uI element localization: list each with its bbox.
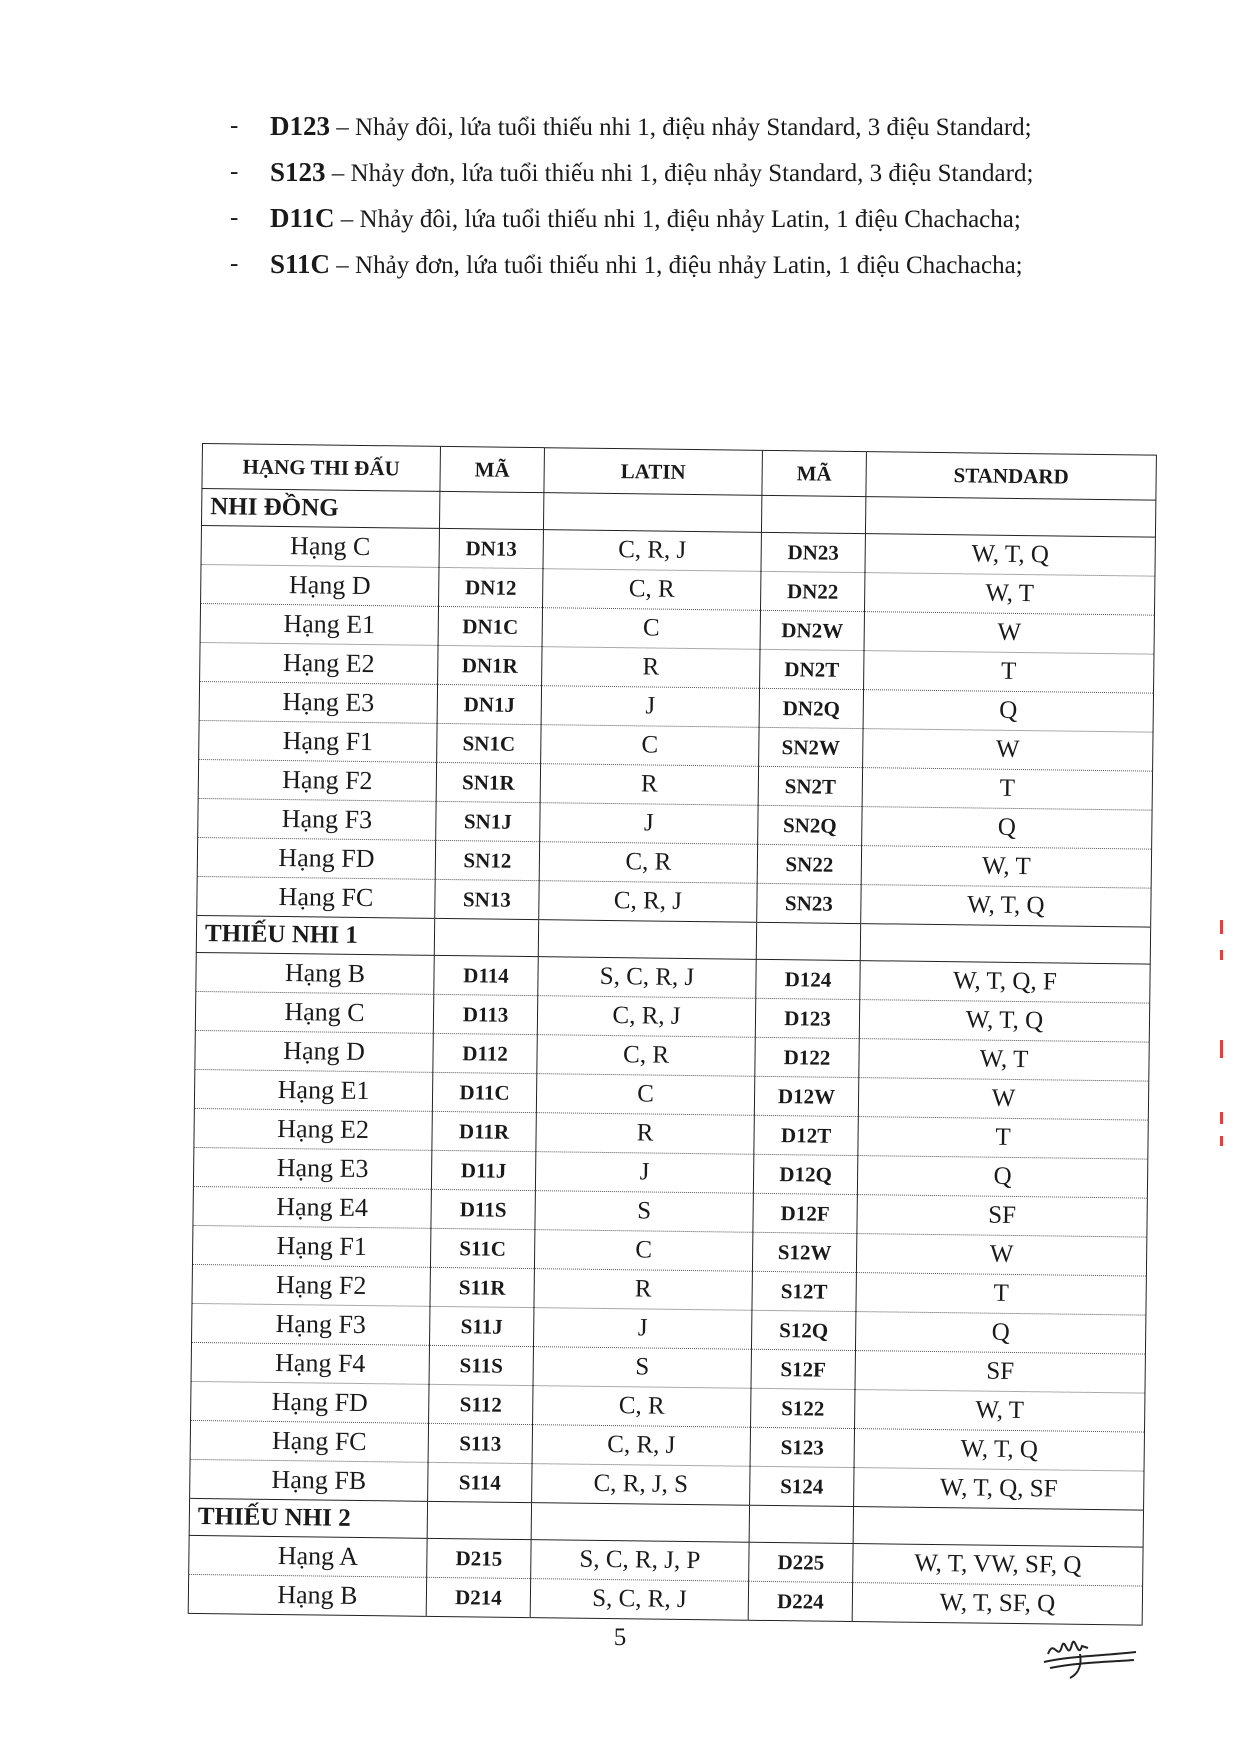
standard-dances-cell: W, T, VW, SF, Q: [853, 1544, 1143, 1587]
header-standard-code: MÃ: [762, 450, 867, 496]
standard-dances-cell: Q: [855, 1312, 1145, 1355]
standard-dances-cell: W: [856, 1234, 1146, 1277]
standard-dances-cell: W, T, Q: [861, 885, 1151, 928]
latin-code-cell: SN12: [435, 840, 539, 880]
empty-cell: [761, 495, 865, 533]
standard-code-cell: SN2W: [759, 727, 863, 767]
latin-dances-cell: C, R: [537, 1035, 755, 1077]
standard-code-cell: DN23: [761, 532, 865, 572]
latin-dances-cell: C, R: [533, 1386, 751, 1428]
latin-dances-cell: R: [540, 764, 758, 806]
latin-dances-cell: C: [536, 1074, 754, 1116]
header-latin-code: MÃ: [440, 446, 545, 492]
rank-cell: Hạng F2: [198, 759, 436, 801]
standard-code-cell: SN2Q: [758, 805, 862, 845]
standard-dances-cell: W, T, Q: [859, 1000, 1149, 1043]
rank-cell: Hạng F4: [191, 1342, 429, 1384]
latin-code-cell: S112: [429, 1384, 533, 1424]
standard-code-cell: DN2Q: [759, 688, 863, 728]
standard-code-cell: D12W: [754, 1076, 858, 1116]
standard-code-cell: D123: [755, 998, 859, 1038]
standard-dances-cell: Q: [862, 807, 1152, 850]
standard-dances-cell: W, T: [864, 573, 1154, 616]
latin-code-cell: S114: [428, 1462, 532, 1502]
empty-cell: [865, 497, 1155, 538]
latin-dances-cell: C, R: [539, 842, 757, 884]
standard-dances-cell: Q: [857, 1156, 1147, 1199]
latin-dances-cell: R: [536, 1113, 754, 1155]
rank-cell: Hạng B: [196, 952, 434, 994]
category-description: – Nhảy đơn, lứa tuổi thiếu nhi 1, điệu nhảy Standard, 3 điệu Standard;: [325, 160, 1034, 187]
header-latin: LATIN: [544, 448, 763, 496]
latin-code-cell: DN12: [439, 567, 543, 607]
rank-cell: Hạng B: [188, 1574, 426, 1616]
intro-item: [230, 246, 1140, 284]
standard-dances-cell: Q: [863, 690, 1153, 733]
rank-cell: Hạng F3: [198, 798, 436, 840]
rank-cell: Hạng FB: [190, 1459, 428, 1501]
rank-cell: Hạng F1: [199, 720, 437, 762]
latin-code-cell: DN13: [439, 528, 543, 568]
latin-code-cell: SN13: [435, 879, 539, 919]
standard-code-cell: SN23: [757, 883, 861, 923]
latin-dances-cell: J: [541, 686, 759, 728]
rank-cell: Hạng FC: [190, 1420, 428, 1462]
latin-code-cell: S11R: [430, 1267, 534, 1307]
intro-item: [230, 154, 1140, 192]
standard-code-cell: S123: [750, 1427, 854, 1467]
margin-mark: [1220, 1112, 1223, 1124]
latin-code-cell: D112: [433, 1033, 537, 1073]
latin-dances-cell: C, R: [543, 569, 761, 611]
category-code: S11C: [270, 249, 331, 279]
standard-code-cell: D12T: [754, 1115, 858, 1155]
standard-dances-cell: T: [858, 1117, 1148, 1160]
standard-code-cell: S12Q: [751, 1310, 855, 1350]
rank-cell: Hạng E3: [199, 681, 437, 723]
signature-mark: [1040, 1632, 1140, 1682]
rank-cell: Hạng C: [201, 525, 439, 567]
latin-code-cell: D11S: [431, 1189, 535, 1229]
standard-code-cell: DN22: [760, 571, 864, 611]
rank-cell: Hạng A: [189, 1535, 427, 1577]
page-number: 5: [613, 1624, 627, 1651]
standard-dances-cell: W: [863, 729, 1153, 772]
latin-dances-cell: C, R, J, S: [532, 1464, 750, 1506]
empty-cell: [427, 1501, 531, 1539]
latin-dances-cell: S, C, R, J, P: [531, 1540, 749, 1582]
latin-code-cell: SN1R: [436, 762, 540, 802]
latin-code-cell: D11R: [432, 1111, 536, 1151]
category-code: D11C: [270, 203, 335, 233]
standard-dances-cell: W: [858, 1078, 1148, 1121]
standard-dances-cell: T: [856, 1273, 1146, 1316]
category-description: – Nhảy đôi, lứa tuổi thiếu nhi 1, điệu nhảy Standard, 3 điệu Standard;: [330, 114, 1032, 141]
margin-mark: [1220, 1136, 1223, 1146]
standard-code-cell: D122: [755, 1037, 859, 1077]
table-body: [188, 489, 1156, 1626]
latin-dances-cell: J: [535, 1152, 753, 1194]
rank-cell: Hạng D: [201, 564, 439, 606]
latin-dances-cell: S, C, R, J: [530, 1579, 748, 1621]
latin-code-cell: S11S: [429, 1345, 533, 1385]
latin-dances-cell: S: [533, 1347, 751, 1389]
empty-cell: [853, 1507, 1143, 1548]
list-dash: -: [230, 112, 239, 139]
standard-dances-cell: W, T, Q: [854, 1429, 1144, 1472]
margin-mark: [1220, 1040, 1223, 1058]
standard-dances-cell: W, T, Q: [865, 534, 1155, 577]
latin-code-cell: SN1J: [436, 801, 540, 841]
latin-dances-cell: C, R, J: [537, 996, 755, 1038]
latin-dances-cell: C, R, J: [539, 881, 757, 923]
standard-dances-cell: W, T, Q, SF: [854, 1468, 1144, 1511]
header-rank: HẠNG THI ĐẤU: [202, 444, 441, 492]
empty-cell: [749, 1505, 853, 1543]
latin-code-cell: DN1C: [438, 606, 542, 646]
header-standard: STANDARD: [866, 452, 1157, 501]
latin-code-cell: S11J: [429, 1306, 533, 1346]
empty-cell: [439, 491, 543, 529]
latin-code-cell: S11C: [430, 1228, 534, 1268]
standard-code-cell: SN2T: [758, 766, 862, 806]
standard-code-cell: S124: [750, 1466, 854, 1506]
rank-cell: Hạng F3: [192, 1303, 430, 1345]
standard-code-cell: DN2T: [760, 649, 864, 689]
standard-code-cell: D124: [756, 959, 860, 999]
list-dash: -: [230, 204, 239, 231]
group-name: THIẾU NHI 2: [189, 1498, 427, 1538]
latin-dances-cell: S: [535, 1191, 753, 1233]
standard-code-cell: D12F: [753, 1193, 857, 1233]
rank-cell: Hạng FD: [197, 837, 435, 879]
rank-cell: Hạng F1: [192, 1225, 430, 1267]
standard-code-cell: S12W: [752, 1232, 856, 1272]
category-code: D123: [270, 111, 330, 141]
rank-cell: Hạng E4: [193, 1186, 431, 1228]
latin-dances-cell: R: [542, 647, 760, 689]
competition-table-wrapper: [188, 443, 1156, 1626]
empty-cell: [434, 918, 538, 956]
standard-dances-cell: W, T: [859, 1039, 1149, 1082]
latin-dances-cell: S, C, R, J: [538, 957, 756, 999]
latin-code-cell: D214: [426, 1577, 530, 1617]
rank-cell: Hạng E2: [200, 642, 438, 684]
latin-dances-cell: C: [534, 1230, 752, 1272]
latin-code-cell: DN1J: [437, 684, 541, 724]
intro-list: [230, 108, 1140, 292]
latin-code-cell: D11C: [432, 1072, 536, 1112]
category-code: S123: [270, 157, 326, 187]
rank-cell: Hạng D: [195, 1030, 433, 1072]
margin-mark: [1220, 920, 1223, 934]
latin-dances-cell: C: [541, 725, 759, 767]
standard-dances-cell: W: [864, 612, 1154, 655]
empty-cell: [531, 1503, 749, 1543]
latin-code-cell: D114: [434, 955, 538, 995]
empty-cell: [543, 493, 761, 533]
category-description: – Nhảy đơn, lứa tuổi thiếu nhi 1, điệu nhảy Latin, 1 điệu Chachacha;: [330, 252, 1023, 279]
list-dash: -: [230, 250, 239, 277]
rank-cell: Hạng E1: [200, 603, 438, 645]
standard-code-cell: D224: [748, 1581, 852, 1621]
group-name: THIẾU NHI 1: [196, 915, 434, 955]
standard-dances-cell: SF: [857, 1195, 1147, 1238]
standard-dances-cell: W, T: [855, 1390, 1145, 1433]
rank-cell: Hạng F2: [192, 1264, 430, 1306]
rank-cell: Hạng C: [195, 991, 433, 1033]
rank-cell: Hạng FD: [191, 1381, 429, 1423]
empty-cell: [538, 920, 756, 960]
standard-dances-cell: W, T, Q, F: [860, 961, 1150, 1004]
rank-cell: Hạng E1: [194, 1069, 432, 1111]
standard-code-cell: S12F: [751, 1349, 855, 1389]
intro-item: [230, 108, 1140, 146]
latin-dances-cell: C, R, J: [543, 530, 761, 572]
standard-dances-cell: W, T, SF, Q: [852, 1583, 1142, 1626]
latin-code-cell: DN1R: [438, 645, 542, 685]
group-name: NHI ĐỒNG: [201, 489, 439, 529]
rank-cell: Hạng FC: [197, 876, 435, 918]
intro-item: [230, 200, 1140, 238]
standard-code-cell: S122: [751, 1388, 855, 1428]
standard-dances-cell: T: [862, 768, 1152, 811]
latin-dances-cell: R: [534, 1269, 752, 1311]
standard-code-cell: D12Q: [753, 1154, 857, 1194]
standard-code-cell: SN22: [757, 844, 861, 884]
empty-cell: [860, 924, 1150, 965]
list-dash: -: [230, 158, 239, 185]
latin-code-cell: SN1C: [437, 723, 541, 763]
latin-dances-cell: C, R, J: [532, 1425, 750, 1467]
competition-table: [188, 443, 1157, 1626]
standard-code-cell: DN2W: [760, 610, 864, 650]
category-description: – Nhảy đôi, lứa tuổi thiếu nhi 1, điệu nhảy Latin, 1 điệu Chachacha;: [334, 206, 1021, 233]
rank-cell: Hạng E3: [193, 1147, 431, 1189]
latin-code-cell: S113: [428, 1423, 532, 1463]
latin-dances-cell: J: [540, 803, 758, 845]
latin-dances-cell: J: [533, 1308, 751, 1350]
standard-code-cell: S12T: [752, 1271, 856, 1311]
latin-code-cell: D113: [433, 994, 537, 1034]
standard-dances-cell: T: [864, 651, 1154, 694]
standard-dances-cell: W, T: [861, 846, 1151, 889]
rank-cell: Hạng E2: [194, 1108, 432, 1150]
empty-cell: [756, 922, 860, 960]
latin-dances-cell: C: [542, 608, 760, 650]
latin-code-cell: D215: [427, 1538, 531, 1578]
standard-dances-cell: SF: [855, 1351, 1145, 1394]
latin-code-cell: D11J: [431, 1150, 535, 1190]
margin-mark: [1220, 950, 1223, 960]
standard-code-cell: D225: [749, 1542, 853, 1582]
